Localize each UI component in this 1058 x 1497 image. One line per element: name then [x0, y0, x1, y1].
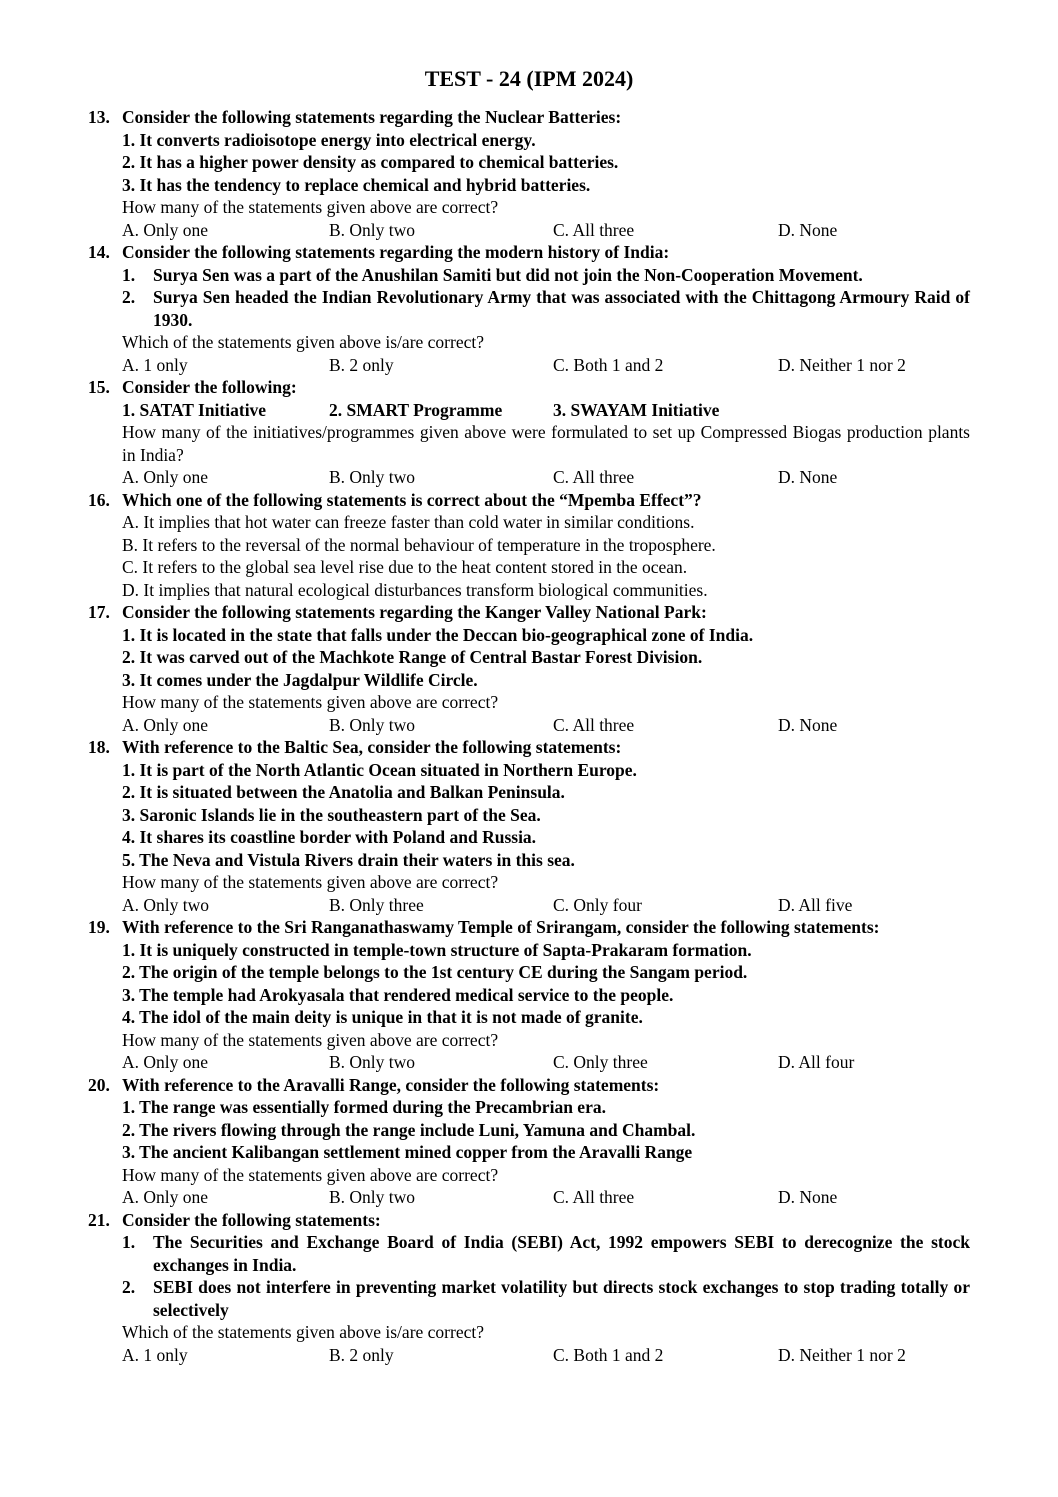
option-d: D. Neither 1 nor 2	[778, 354, 906, 375]
question-header	[88, 736, 970, 759]
question-16	[88, 489, 970, 602]
option-b: B. Only two	[329, 1052, 416, 1072]
question-text: Which one of the following statements is correct about the “Mpemba Effect”?	[122, 489, 702, 510]
statement	[88, 1276, 970, 1321]
option-a: A. It implies that hot water can freeze faster than cold water in similar conditions.	[122, 512, 695, 532]
option-c: C. Both 1 and 2	[553, 1344, 664, 1365]
question-text: Consider the following statements regarding the Kanger Valley National Park:	[122, 602, 707, 622]
options-row	[88, 466, 970, 489]
statement: 3. It comes under the Jagdalpur Wildlife Circle.	[122, 669, 478, 690]
question-18	[88, 736, 970, 916]
question-prompt: How many of the statements given above are correct?	[122, 1164, 499, 1185]
option-a: A. Only one	[122, 467, 209, 487]
question-number: 18.	[88, 737, 110, 757]
statement: 1. It is located in the state that falls under the Deccan bio-geographical zone of India.	[122, 624, 754, 645]
option-b: B. 2 only	[329, 1344, 394, 1365]
options-row	[88, 219, 970, 242]
question-header	[88, 241, 970, 264]
option-c: C. All three	[553, 714, 635, 735]
statement: 2. The rivers flowing through the range include Luni, Yamuna and Chambal.	[122, 1119, 696, 1140]
statement-number: 1.	[122, 264, 136, 285]
statement: 2. It was carved out of the Machkote Range of Central Bastar Forest Division.	[122, 647, 703, 667]
item-3: 3. SWAYAM Initiative	[553, 399, 720, 420]
question-header	[88, 376, 970, 399]
items-row	[88, 399, 970, 422]
statement-number: 1.	[122, 1232, 136, 1252]
question-number: 19.	[88, 917, 110, 937]
option-d: D. Neither 1 nor 2	[778, 1344, 906, 1365]
question-21	[88, 1209, 970, 1367]
option-c: C. All three	[553, 219, 635, 240]
option-d: D. It implies that natural ecological disturbances transform biological communities.	[122, 579, 708, 600]
option-d: D. None	[778, 219, 838, 240]
question-prompt: Which of the statements given above is/are correct?	[122, 332, 484, 352]
question-text: With reference to the Sri Ranganathaswamy Temple of Srirangam, consider the following statements:	[122, 917, 880, 937]
question-header	[88, 489, 970, 512]
statement: 1. It is part of the North Atlantic Ocean situated in Northern Europe.	[122, 759, 637, 780]
option-d: D. None	[778, 714, 838, 735]
question-prompt: How many of the initiatives/programmes given above were formulated to set up Compressed Biogas production plants in India?	[122, 422, 970, 465]
statement	[88, 286, 970, 331]
statement: 1. The range was essentially formed during the Precambrian era.	[122, 1097, 606, 1117]
statement-number: 2.	[122, 287, 136, 307]
option-c: C. Only three	[553, 1052, 648, 1072]
options-row	[88, 354, 970, 377]
option-d: D. None	[778, 1187, 838, 1207]
statement: 3. The temple had Arokyasala that rendered medical service to the people.	[122, 984, 674, 1005]
statement: 4. It shares its coastline border with Poland and Russia.	[122, 827, 537, 847]
statement: 3. The ancient Kalibangan settlement mined copper from the Aravalli Range	[122, 1142, 693, 1162]
question-prompt: How many of the statements given above are correct?	[122, 197, 499, 217]
question-number: 14.	[88, 242, 110, 262]
option-d: D. All four	[778, 1052, 855, 1072]
option-c: C. It refers to the global sea level rise due to the heat content stored in the ocean.	[122, 557, 688, 577]
question-text: Consider the following statements regarding the modern history of India:	[122, 242, 670, 262]
option-b: B. Only two	[329, 1187, 416, 1207]
statement: 1. It converts radioisotope energy into electrical energy.	[122, 129, 536, 150]
statement: 2. It has a higher power density as compared to chemical batteries.	[122, 152, 619, 172]
options-row	[88, 1051, 970, 1074]
question-list	[88, 106, 970, 1366]
statement-text: Surya Sen headed the Indian Revolutionary Army that was associated with the Chittagong Armoury Raid of 1930.	[153, 287, 970, 330]
option-c: C. All three	[553, 467, 635, 487]
question-text: With reference to the Baltic Sea, consider the following statements:	[122, 737, 622, 757]
option-b: B. 2 only	[329, 354, 394, 375]
question-header	[88, 601, 970, 624]
statement: 4. The idol of the main deity is unique in that it is not made of granite.	[122, 1007, 643, 1027]
option-a: A. Only one	[122, 1187, 209, 1207]
question-number: 13.	[88, 107, 110, 127]
question-number: 16.	[88, 489, 110, 510]
option-c: C. All three	[553, 1187, 635, 1207]
option-b: B. Only two	[329, 714, 416, 735]
question-prompt: How many of the statements given above are correct?	[122, 692, 499, 712]
question-number: 20.	[88, 1074, 110, 1095]
question-15	[88, 376, 970, 489]
option-a: A. 1 only	[122, 1344, 188, 1365]
question-prompt: How many of the statements given above are correct?	[122, 872, 499, 892]
option-b: B. Only two	[329, 219, 416, 240]
option-b: B. It refers to the reversal of the normal behaviour of temperature in the troposphere.	[122, 534, 716, 555]
statement: 1. It is uniquely constructed in temple-town structure of Sapta-Prakaram formation.	[122, 939, 752, 960]
question-prompt: How many of the statements given above are correct?	[122, 1029, 499, 1050]
option-d: D. None	[778, 467, 838, 487]
question-header	[88, 1074, 970, 1097]
statement-number: 2.	[122, 1277, 136, 1297]
option-b: B. Only three	[329, 894, 424, 915]
question-20	[88, 1074, 970, 1209]
option-a: A. Only two	[122, 894, 210, 915]
question-text: Consider the following:	[122, 377, 297, 397]
question-header	[88, 1209, 970, 1232]
question-prompt: Which of the statements given above is/are correct?	[122, 1322, 484, 1342]
statement-text: The Securities and Exchange Board of India (SEBI) Act, 1992 empowers SEBI to derecognize the stock exchanges in India.	[153, 1232, 970, 1275]
option-c: C. Only four	[553, 894, 642, 915]
question-header	[88, 106, 970, 129]
statement	[88, 264, 970, 287]
option-a: A. Only one	[122, 1052, 209, 1072]
question-17	[88, 601, 970, 736]
statement: 2. The origin of the temple belongs to the 1st century CE during the Sangam period.	[122, 962, 748, 982]
question-header	[88, 916, 970, 939]
item-1: 1. SATAT Initiative	[122, 399, 267, 420]
statement: 3. It has the tendency to replace chemical and hybrid batteries.	[122, 174, 591, 195]
option-a: A. 1 only	[122, 354, 188, 375]
option-a: A. Only one	[122, 219, 209, 240]
question-text: Consider the following statements:	[122, 1209, 381, 1230]
statement-text: SEBI does not interfere in preventing market volatility but directs stock exchanges to stop trading totally or selectively	[153, 1277, 970, 1320]
option-a: A. Only one	[122, 714, 209, 735]
statement: 5. The Neva and Vistula Rivers drain their waters in this sea.	[122, 849, 575, 870]
option-d: D. All five	[778, 894, 853, 915]
question-text: Consider the following statements regarding the Nuclear Batteries:	[122, 107, 622, 127]
question-number: 15.	[88, 377, 110, 397]
question-14	[88, 241, 970, 376]
options-row	[88, 894, 970, 917]
question-text: With reference to the Aravalli Range, consider the following statements:	[122, 1074, 660, 1095]
option-b: B. Only two	[329, 467, 416, 487]
statement	[88, 1231, 970, 1276]
item-2: 2. SMART Programme	[329, 399, 503, 420]
options-row	[88, 1186, 970, 1209]
options-row	[88, 714, 970, 737]
statement-text: Surya Sen was a part of the Anushilan Samiti but did not join the Non-Cooperation Movement.	[153, 264, 863, 285]
option-c: C. Both 1 and 2	[553, 354, 664, 375]
statement: 3. Saronic Islands lie in the southeastern part of the Sea.	[122, 804, 541, 825]
question-number: 21.	[88, 1209, 110, 1230]
page-title: TEST - 24 (IPM 2024)	[424, 66, 634, 91]
statement: 2. It is situated between the Anatolia and Balkan Peninsula.	[122, 782, 565, 802]
question-13	[88, 106, 970, 241]
options-row	[88, 1344, 970, 1367]
question-19	[88, 916, 970, 1074]
question-number: 17.	[88, 602, 110, 622]
